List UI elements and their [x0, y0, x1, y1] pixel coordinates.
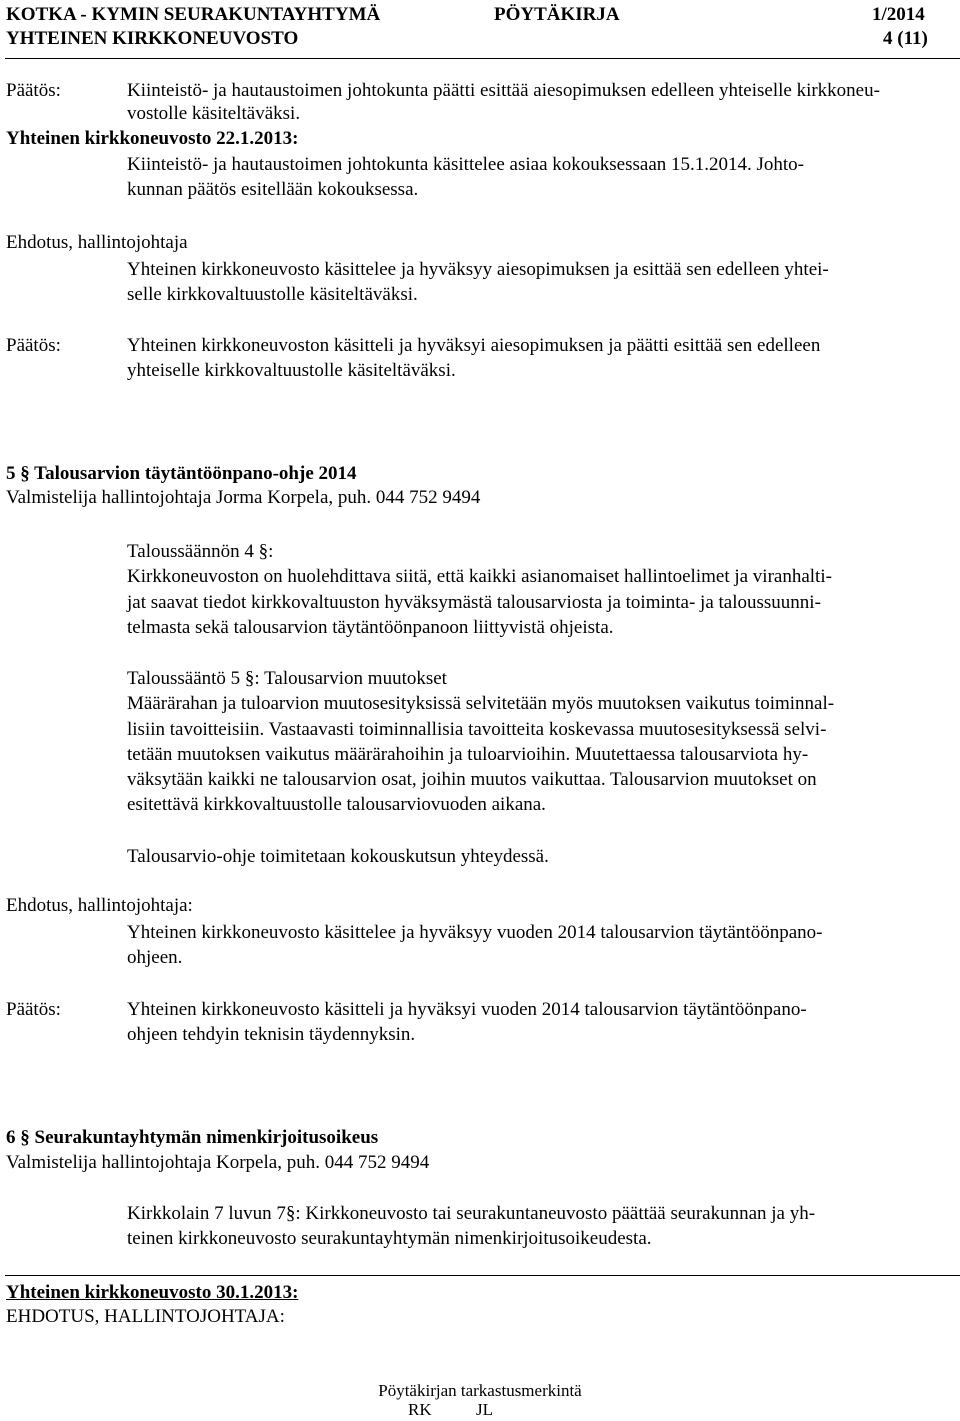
meeting-text-line: kunnan päätös esitellään kokouksessa. — [127, 179, 419, 200]
decision-text-line: ohjeen tehdyin teknisin täydennyksin. — [127, 1024, 416, 1045]
footer-rule — [5, 1275, 960, 1276]
rule-text-line: Kirkkoneuvoston on huolehdittava siitä, että kaikki asianomaiset hallintoelimet ja viranhalti- — [127, 566, 832, 587]
proposal-text-line: Yhteinen kirkkoneuvosto käsittelee ja hyväksyy aiesopimuksen ja esittää sen edelleen yhtei- — [127, 259, 829, 280]
decision-text-line: Kiinteistö- ja hautaustoimen johtokunta päätti esittää aiesopimuksen edelleen yhteiselle kirkkoneu- — [127, 80, 880, 101]
section-5-title: 5 § Talousarvion täytäntöönpano-ohje 2014 — [6, 463, 357, 484]
page-number: 4 (11) — [883, 28, 928, 49]
decision-text-line: vostolle käsiteltäväksi. — [127, 103, 301, 124]
document-type: PÖYTÄKIRJA — [494, 4, 620, 25]
rule-text-line: jat saavat tiedot kirkkovaltuuston hyväksymästä talousarviosta ja toiminta- ja taloussuunni- — [127, 592, 821, 613]
section-6-title: 6 § Seurakuntayhtymän nimenkirjoitusoikeus — [6, 1127, 379, 1148]
rule-text-line: väksytään kaikki ne talousarvion osat, joihin muutos vaikuttaa. Talousarvion muutokset on — [127, 769, 817, 790]
section-6-preparer: Valmistelija hallintojohtaja Korpela, puh. 044 752 9494 — [6, 1152, 430, 1173]
footer-label: Pöytäkirjan tarkastusmerkintä — [378, 1381, 582, 1400]
rule-text-line: lisiin tavoitteisiin. Vastaavasti toiminnallisia tavoitteita koskevassa muutosesityksessä selvi- — [127, 719, 827, 740]
rule-text-line: telmasta sekä talousarvion täytäntöönpanoon liittyvistä ohjeista. — [127, 617, 614, 638]
decision-label: Päätös: — [6, 80, 61, 101]
rule-text-line: Määrärahan ja tuloarvion muutosesityksissä selvitetään myös muutoksen vaikutus toiminnal- — [127, 693, 835, 714]
meeting-text-line: Kiinteistö- ja hautaustoimen johtokunta käsittelee asiaa kokouksessaan 15.1.2014. Johto- — [127, 154, 805, 175]
header-rule — [5, 58, 960, 59]
council-name: YHTEINEN KIRKKONEUVOSTO — [6, 28, 299, 49]
decision-label: Päätös: — [6, 999, 61, 1020]
initials-jl: JL — [476, 1400, 493, 1419]
section-5-preparer: Valmistelija hallintojohtaja Jorma Korpela, puh. 044 752 9494 — [6, 487, 481, 508]
decision-text-line: yhteiselle kirkkovaltuustolle käsiteltäväksi. — [127, 360, 456, 381]
proposal-label: EHDOTUS, HALLINTOJOHTAJA: — [6, 1306, 285, 1327]
rule-heading: Taloussääntö 5 §: Talousarvion muutokset — [127, 668, 447, 689]
proposal-label: Ehdotus, hallintojohtaja: — [6, 895, 193, 916]
initials-rk: RK — [408, 1400, 432, 1419]
rule-text-line: tetään muutoksen vaikutus määrärahoihin ja tuloarvioihin. Muutettaessa talousarviota hy- — [127, 744, 809, 765]
document-number: 1/2014 — [872, 4, 925, 25]
rule-text-line: esitettävä kirkkovaltuustolle talousarviovuoden aikana. — [127, 794, 546, 815]
decision-text-line: Yhteinen kirkkoneuvosto käsitteli ja hyväksyi vuoden 2014 talousarvion täytäntöönpano- — [127, 999, 807, 1020]
meeting-heading: Yhteinen kirkkoneuvosto 22.1.2013: — [6, 128, 299, 149]
proposal-text-line: ohjeen. — [127, 947, 183, 968]
decision-text-line: Yhteinen kirkkoneuvoston käsitteli ja hyväksyi aiesopimuksen ja päätti esittää sen edelleen — [127, 335, 821, 356]
meeting-heading: Yhteinen kirkkoneuvosto 30.1.2013: — [6, 1282, 299, 1303]
law-text-line: Kirkkolain 7 luvun 7§: Kirkkoneuvosto tai seurakuntaneuvosto päättää seurakunnan ja yh- — [127, 1203, 816, 1224]
agenda-note: Talousarvio-ohje toimitetaan kokouskutsun yhteydessä. — [127, 846, 549, 867]
proposal-text-line: selle kirkkovaltuustolle käsiteltäväksi. — [127, 284, 418, 305]
proposal-text-line: Yhteinen kirkkoneuvosto käsittelee ja hyväksyy vuoden 2014 talousarvion täytäntöönpano- — [127, 922, 823, 943]
org-name: KOTKA - KYMIN SEURAKUNTAYHTYMÄ — [6, 4, 381, 25]
law-text-line: teinen kirkkoneuvosto seurakuntayhtymän nimenkirjoitusoikeudesta. — [127, 1228, 652, 1249]
proposal-label: Ehdotus, hallintojohtaja — [6, 232, 188, 253]
rule-heading: Taloussäännön 4 §: — [127, 541, 274, 562]
decision-label: Päätös: — [6, 335, 61, 356]
